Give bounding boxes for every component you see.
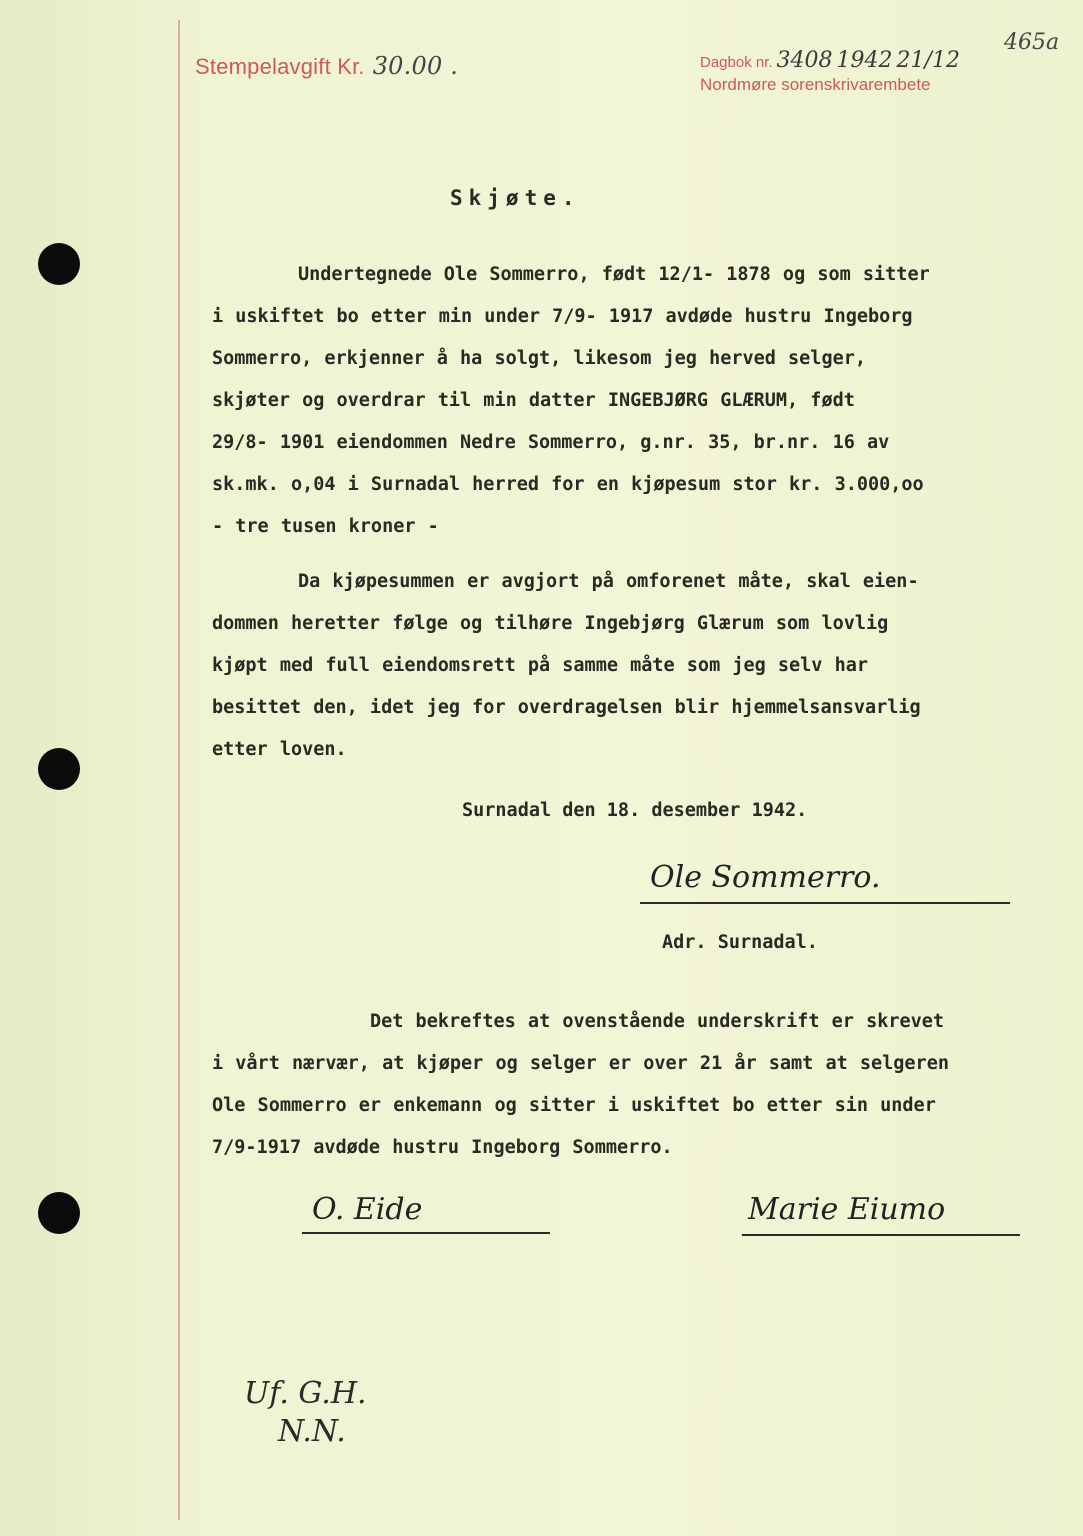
punch-hole-icon bbox=[38, 1192, 80, 1234]
text-line: Ole Sommerro er enkemann og sitter i uskiftet bo etter sin under bbox=[212, 1095, 936, 1116]
signature-line bbox=[302, 1232, 550, 1234]
text-line: kjøpt med full eiendomsrett på samme måte som jeg selv har bbox=[212, 655, 869, 676]
margin-note-line: N.N. bbox=[278, 1414, 346, 1449]
text-line: Sommerro, erkjenner å ha solgt, likesom jeg herved selger, bbox=[212, 348, 867, 369]
folio-number: 465a bbox=[1004, 30, 1060, 55]
stamp-fee bbox=[195, 52, 458, 80]
text-line: sk.mk. o,04 i Surnadal herred for en kjøpesum stor kr. 3.000,oo bbox=[212, 474, 924, 495]
signature-line bbox=[640, 902, 1010, 904]
seller-signature: Ole Sommerro. bbox=[650, 860, 881, 895]
margin-line bbox=[178, 20, 180, 1520]
registry-label: Dagbok nr. bbox=[700, 54, 773, 71]
margin-note bbox=[244, 1375, 367, 1451]
paragraph-2 bbox=[212, 561, 921, 771]
witness-signature-1: O. Eide bbox=[312, 1192, 423, 1227]
text-line: i uskiftet bo etter min under 7/9- 1917 avdøde hustru Ingeborg bbox=[212, 306, 913, 327]
seller-address: Adr. Surnadal. bbox=[662, 932, 818, 953]
punch-hole-icon bbox=[38, 748, 80, 790]
text-line: besittet den, idet jeg for overdragelsen blir hjemmelsansvarlig bbox=[212, 697, 921, 718]
text-line: dommen heretter følge og tilhøre Ingebjørg Glærum som lovlig bbox=[212, 613, 889, 634]
text-line: i vårt nærvær, at kjøper og selger er over 21 år samt at selgeren bbox=[212, 1053, 949, 1074]
paragraph-3 bbox=[212, 1001, 949, 1169]
text-line: 29/8- 1901 eiendommen Nedre Sommerro, g.nr. 35, br.nr. 16 av bbox=[212, 432, 890, 453]
text-line: Undertegnede Ole Sommerro, født 12/1- 1878 og som sitter bbox=[298, 264, 930, 285]
text-line: Da kjøpesummen er avgjort på omforenet måte, skal eien- bbox=[298, 571, 919, 592]
registry-year: 1942 bbox=[836, 48, 893, 73]
place-date: Surnadal den 18. desember 1942. bbox=[462, 800, 808, 821]
text-line: skjøter og overdrar til min datter INGEBJØRG GLÆRUM, født bbox=[212, 390, 855, 411]
text-line: 7/9-1917 avdøde hustru Ingeborg Sommerro. bbox=[212, 1137, 673, 1158]
punch-hole-icon bbox=[38, 243, 80, 285]
stamp-fee-label: Stempelavgift Kr. bbox=[195, 54, 365, 79]
witness-signature-2: Marie Eiumo bbox=[748, 1192, 946, 1227]
text-line: - tre tusen kroner - bbox=[212, 516, 439, 537]
registry-office: Nordmøre sorenskrivarembete bbox=[700, 75, 931, 94]
registry-date: 21/12 bbox=[896, 48, 960, 73]
paragraph-1 bbox=[212, 254, 930, 548]
text-line: etter loven. bbox=[212, 739, 347, 760]
margin-note-line: Uf. G.H. bbox=[244, 1376, 367, 1411]
registry-stamp bbox=[700, 48, 960, 95]
document-title: Skjøte. bbox=[450, 186, 581, 210]
registry-number: 3408 bbox=[776, 48, 833, 73]
text-line: Det bekreftes at ovenstående underskrift er skrevet bbox=[370, 1011, 945, 1032]
signature-line bbox=[742, 1234, 1020, 1236]
stamp-fee-amount: 30.00 . bbox=[372, 52, 459, 80]
